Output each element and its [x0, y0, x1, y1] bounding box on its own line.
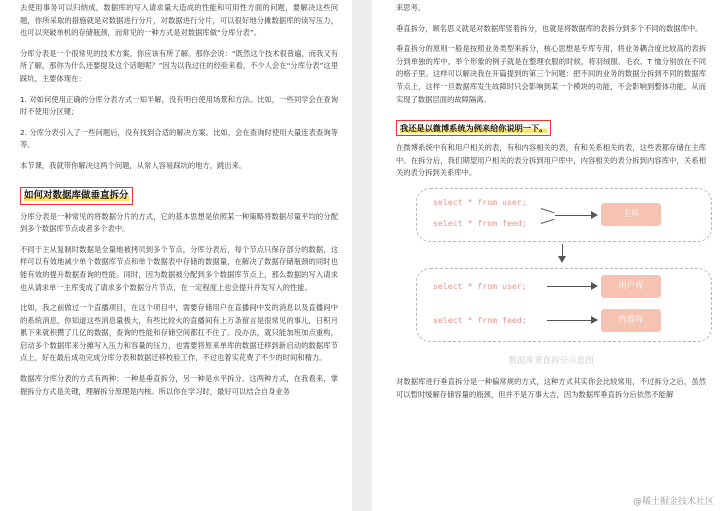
- arrow-line: [547, 286, 591, 287]
- paragraph: 不同于主从复制时数据是全量地被拷贝到多个节点，分库分表后，每个节点只保存部分的数据，这样可以有效地减少单个数据库节点和单个数据表中存储的数据量，在解决了数据存储瓶颈的同时也能有效的提升数据查询的性能。同时，因为数据被分配到多个数据库节点上，那么数据的写入请求也从请求单一主库变成了请求多个数据分片节点，在一定程度上也会提升并发写入的性能。: [20, 244, 338, 292]
- content-db-box: 内容库: [601, 309, 661, 332]
- paragraph: 垂直拆分，顾名思义就是对数据库竖着拆分，也就是将数据库的表拆分到多个不同的数据库中。: [396, 23, 703, 33]
- paragraph: 比如，我之前做过一个直播项目，在这个项目中，需要存储用户在直播间中发的消息以及直播间中的系统消息，你知道这些消息量极大，有些比较火的直播间有上万条留言是很常见的事儿，日积月累下来就积攒了几亿的数据，查询的性能和存储空间都扛不住了。没办法，就只能加班加点重构，启动多个数据库来分摊写入压力和容量的压力，也需要将原来单库的数据迁移到新启动的数据库节点上，好在最后成功完成分库分表和数据迁移校验工作，不过也着实花费了不少的时间和精力。: [20, 303, 338, 363]
- query-feed-before: select * from feed;: [433, 217, 527, 228]
- section-heading-text: 如何对数据库做垂直拆分: [24, 189, 129, 201]
- arrow-line: [541, 219, 555, 224]
- query-user-after: select * from user;: [433, 280, 527, 291]
- vertical-split-diagram: [414, 188, 714, 352]
- paragraph: 1. 对如何使用正确的分库分表方式一知半解，没有明白使用场景和方法。比如，一些同学会在查询时不使用分区键；: [20, 94, 338, 117]
- query-feed-after: select * from feed;: [433, 314, 527, 325]
- paragraph: 分库分表是一个很常见的技术方案，你应该有所了解。那你会说：“既然这个技术很普遍，而我又有所了解，那你为什么还要提及这个话题呢？”因为以我过往的经验来看，不少人会在“分库分表”这里踩坑，主要体现在：: [20, 48, 338, 83]
- master-db-box: 主库: [601, 203, 661, 226]
- paragraph: 来思考。: [396, 3, 426, 12]
- down-arrow-line: [562, 244, 563, 256]
- user-db-box: 用户库: [601, 275, 661, 298]
- arrow-head: [591, 316, 598, 324]
- paragraph: 去使用事务可以归纳成，数据库的写入请求量大造成的性能和可用性方面的问题，要解决这些问题，你所采取的措施就是对数据进行分片，对数据进行分片，可以很好地分摊数据库的读写压力，也可以突破单机的存储瓶颈，而常见的一种方式是对数据库做“分库分表”。: [20, 3, 338, 38]
- paragraph: 垂直拆分的原则一般是按照业务类型来拆分，核心思想是专库专用，将业务耦合度比较高的表拆分到单独的库中。举个形象的例子就是在整理衣服的时候，将羽绒服、毛衣、T 恤分别放在不同的格子里。这样可以解决我在开篇提到的第三个问题：把不同的业务的数据分拆到不同的数据库节点上，这样一旦数据库发生故障时只会影响到某一个模块的功能，不会影响到整体功能，从而实现了数据层面的故障隔离。: [396, 44, 706, 104]
- paragraph: 2. 分库分表引入了一些问题后，没有找到合适的解决方案。比如，会在查询时使用大量连表查询等等。: [20, 127, 338, 150]
- paragraph: 分库分表是一种常见的将数据分片的方式，它的基本思想是依照某一种策略将数据尽量平均的分配到多个数据库节点或者多个表中。: [20, 211, 338, 234]
- arrow-line: [555, 215, 591, 216]
- left-page: [0, 0, 352, 511]
- paragraph: 数据库分库分表的方式有两种：一种是垂直拆分，另一种是水平拆分。这两种方式，在我看来，掌握拆分方式是关键，理解拆分原理是内核。所以你在学习时，最好可以结合自身业务: [20, 374, 338, 396]
- watermark: @稀土掘金技术社区: [632, 497, 714, 507]
- diagram-caption: 数据库垂直拆分示意图: [508, 355, 594, 366]
- query-user-before: select * from user;: [433, 196, 527, 207]
- arrow-head: [591, 282, 598, 290]
- section-heading: [20, 187, 133, 205]
- down-arrow-head: [558, 256, 566, 263]
- page-gutter: [352, 0, 372, 511]
- paragraph: 本节课，我就带你解决这两个问题，从常人容易踩坑的地方，跳出来。: [20, 160, 247, 170]
- example-heading-text: 我还是以微博系统为例来给你说明一下。: [400, 123, 548, 134]
- example-heading: [396, 120, 551, 136]
- paragraph: 对数据库进行垂直拆分是一种偏常规的方式，这种方式其实你会比较常用，不过拆分之后，虽然可以暂时缓解存储容量的瓶颈，但并不是万事大吉，因为数据库垂直拆分后依然不能解: [396, 376, 706, 399]
- before-split-group: [416, 188, 712, 242]
- right-page: [372, 0, 720, 511]
- arrow-line: [541, 208, 555, 213]
- paragraph: 在微博系统中有和用户相关的表，有和内容相关的表，有和关系相关的表，这些表都存储在主库中。在拆分后，我们期望用户相关的表分拆到用户库中，内容相关的表分拆到内容库中，关系相关的表分拆到关系库中。: [396, 143, 706, 178]
- arrow-head: [591, 211, 598, 219]
- after-split-group: [416, 268, 712, 342]
- arrow-line: [547, 320, 591, 321]
